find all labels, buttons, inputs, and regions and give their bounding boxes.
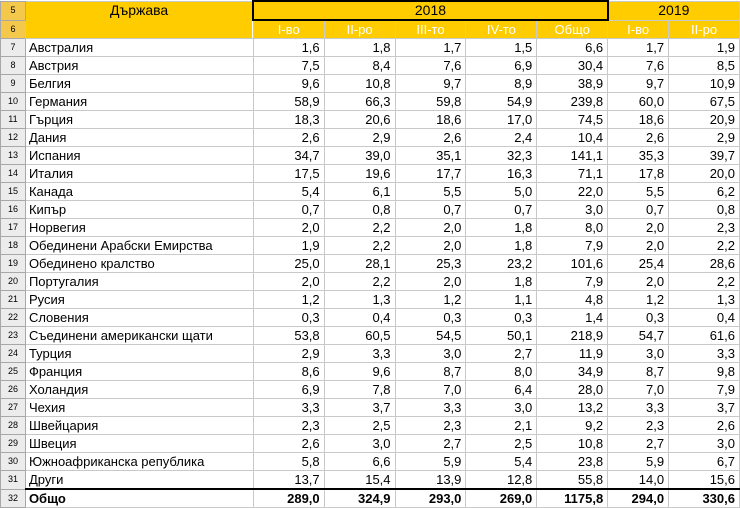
country-column-header[interactable]: Държава: [25, 1, 253, 39]
value-cell[interactable]: 0,7: [253, 201, 324, 219]
value-cell[interactable]: 2,3: [253, 417, 324, 435]
row-number[interactable]: 21: [1, 291, 26, 309]
value-cell[interactable]: 3,0: [466, 399, 537, 417]
value-cell[interactable]: 12,8: [466, 471, 537, 490]
country-name[interactable]: Чехия: [25, 399, 253, 417]
value-cell[interactable]: 34,9: [537, 363, 608, 381]
row-number[interactable]: 9: [1, 75, 26, 93]
country-name[interactable]: Канада: [25, 183, 253, 201]
table-row: [1, 399, 740, 417]
value-cell[interactable]: 0,8: [324, 201, 395, 219]
value-cell[interactable]: 239,8: [537, 93, 608, 111]
value-cell[interactable]: 32,3: [466, 147, 537, 165]
col-q4-2018[interactable]: IV-то: [466, 20, 537, 39]
row-number[interactable]: 20: [1, 273, 26, 291]
value-cell[interactable]: 39,0: [324, 147, 395, 165]
value-cell[interactable]: 7,5: [253, 57, 324, 75]
col-q1-2019[interactable]: I-во: [608, 20, 669, 39]
value-cell[interactable]: 5,8: [253, 453, 324, 471]
col-q1-2018[interactable]: I-во: [253, 20, 324, 39]
value-cell[interactable]: 6,9: [253, 381, 324, 399]
row-number[interactable]: 26: [1, 381, 26, 399]
value-cell[interactable]: 8,0: [466, 363, 537, 381]
value-cell[interactable]: 38,9: [537, 75, 608, 93]
country-name[interactable]: Съединени американски щати: [25, 327, 253, 345]
value-cell[interactable]: 0,8: [669, 201, 740, 219]
country-name[interactable]: Обединено кралство: [25, 255, 253, 273]
value-cell[interactable]: 5,5: [395, 183, 466, 201]
value-cell[interactable]: 2,3: [669, 219, 740, 237]
table-row: [1, 417, 740, 435]
value-cell[interactable]: 3,3: [324, 345, 395, 363]
country-name[interactable]: Италия: [25, 165, 253, 183]
value-cell[interactable]: 2,2: [324, 219, 395, 237]
value-cell[interactable]: 3,7: [324, 399, 395, 417]
value-cell[interactable]: 54,5: [395, 327, 466, 345]
country-name[interactable]: Русия: [25, 291, 253, 309]
value-cell[interactable]: 17,7: [395, 165, 466, 183]
table-row: [1, 345, 740, 363]
value-cell[interactable]: 53,8: [253, 327, 324, 345]
value-cell[interactable]: 1,2: [608, 291, 669, 309]
value-cell[interactable]: 5,5: [608, 183, 669, 201]
value-cell[interactable]: 2,7: [608, 435, 669, 453]
value-cell[interactable]: 2,9: [253, 345, 324, 363]
value-cell[interactable]: 269,0: [466, 489, 537, 508]
row-number[interactable]: 14: [1, 165, 26, 183]
value-cell[interactable]: 60,5: [324, 327, 395, 345]
value-cell[interactable]: 8,4: [324, 57, 395, 75]
row-number[interactable]: 13: [1, 147, 26, 165]
value-cell[interactable]: 218,9: [537, 327, 608, 345]
value-cell[interactable]: 2,2: [324, 237, 395, 255]
table-row: [1, 255, 740, 273]
value-cell[interactable]: 17,0: [466, 111, 537, 129]
value-cell[interactable]: 10,4: [537, 129, 608, 147]
value-cell[interactable]: 0,7: [466, 201, 537, 219]
value-cell[interactable]: 6,4: [466, 381, 537, 399]
value-cell[interactable]: 1175,8: [537, 489, 608, 508]
table-row: [1, 93, 740, 111]
value-cell[interactable]: 2,7: [466, 345, 537, 363]
value-cell[interactable]: 14,0: [608, 471, 669, 490]
value-cell[interactable]: 2,9: [669, 129, 740, 147]
row-number[interactable]: 7: [1, 39, 26, 57]
country-name[interactable]: Австрия: [25, 57, 253, 75]
table-row: [1, 111, 740, 129]
value-cell[interactable]: 5,4: [253, 183, 324, 201]
row-number[interactable]: 6: [1, 20, 26, 39]
row-number[interactable]: 32: [1, 489, 26, 508]
country-name[interactable]: Други: [25, 471, 253, 490]
value-cell[interactable]: 3,3: [395, 399, 466, 417]
value-cell[interactable]: 23,2: [466, 255, 537, 273]
value-cell[interactable]: 0,3: [395, 309, 466, 327]
country-name[interactable]: Швеция: [25, 435, 253, 453]
table-row: [1, 327, 740, 345]
value-cell[interactable]: 6,7: [669, 453, 740, 471]
value-cell[interactable]: 8,7: [395, 363, 466, 381]
value-cell[interactable]: 2,6: [395, 129, 466, 147]
country-name[interactable]: Кипър: [25, 201, 253, 219]
value-cell[interactable]: 1,3: [669, 291, 740, 309]
value-cell[interactable]: 10,8: [537, 435, 608, 453]
row-number[interactable]: 15: [1, 183, 26, 201]
row-number[interactable]: 23: [1, 327, 26, 345]
row-number[interactable]: 29: [1, 435, 26, 453]
value-cell[interactable]: 13,9: [395, 471, 466, 490]
value-cell[interactable]: 30,4: [537, 57, 608, 75]
value-cell[interactable]: 23,8: [537, 453, 608, 471]
row-number[interactable]: 25: [1, 363, 26, 381]
value-cell[interactable]: 7,8: [324, 381, 395, 399]
table-row: [1, 57, 740, 75]
value-cell[interactable]: 3,0: [608, 345, 669, 363]
value-cell[interactable]: 7,6: [608, 57, 669, 75]
value-cell[interactable]: 2,2: [669, 237, 740, 255]
country-name[interactable]: Гърция: [25, 111, 253, 129]
value-cell[interactable]: 0,7: [395, 201, 466, 219]
table-row: [1, 165, 740, 183]
value-cell[interactable]: 2,0: [253, 219, 324, 237]
country-name[interactable]: Обединени Арабски Емирства: [25, 237, 253, 255]
value-cell[interactable]: 17,5: [253, 165, 324, 183]
row-number[interactable]: 16: [1, 201, 26, 219]
value-cell[interactable]: 6,2: [669, 183, 740, 201]
value-cell[interactable]: 4,8: [537, 291, 608, 309]
country-name[interactable]: Словения: [25, 309, 253, 327]
table-row: [1, 75, 740, 93]
row-number[interactable]: 12: [1, 129, 26, 147]
value-cell[interactable]: 19,6: [324, 165, 395, 183]
row-number[interactable]: 8: [1, 57, 26, 75]
value-cell[interactable]: 50,1: [466, 327, 537, 345]
value-cell[interactable]: 289,0: [253, 489, 324, 508]
value-cell[interactable]: 5,4: [466, 453, 537, 471]
value-cell[interactable]: 0,4: [324, 309, 395, 327]
value-cell[interactable]: 13,7: [253, 471, 324, 490]
value-cell[interactable]: 2,2: [669, 273, 740, 291]
value-cell[interactable]: 2,2: [324, 273, 395, 291]
value-cell[interactable]: 1,2: [253, 291, 324, 309]
value-cell[interactable]: 1,7: [608, 39, 669, 57]
value-cell[interactable]: 66,3: [324, 93, 395, 111]
table-row: [1, 219, 740, 237]
value-cell[interactable]: 25,3: [395, 255, 466, 273]
table-row: [1, 129, 740, 147]
col-q2-2018[interactable]: II-ро: [324, 20, 395, 39]
country-name[interactable]: Турция: [25, 345, 253, 363]
value-cell[interactable]: 8,0: [537, 219, 608, 237]
value-cell[interactable]: 5,9: [608, 453, 669, 471]
value-cell[interactable]: 1,8: [324, 39, 395, 57]
value-cell[interactable]: 35,3: [608, 147, 669, 165]
country-name[interactable]: Дания: [25, 129, 253, 147]
col-q3-2018[interactable]: III-то: [395, 20, 466, 39]
country-name[interactable]: Испания: [25, 147, 253, 165]
value-cell[interactable]: 18,6: [608, 111, 669, 129]
value-cell[interactable]: 15,6: [669, 471, 740, 490]
value-cell[interactable]: 6,6: [537, 39, 608, 57]
row-number[interactable]: 31: [1, 471, 26, 490]
value-cell[interactable]: 3,0: [395, 345, 466, 363]
value-cell[interactable]: 3,3: [669, 345, 740, 363]
table-row: [1, 471, 740, 490]
value-cell[interactable]: 3,3: [608, 399, 669, 417]
value-cell[interactable]: 9,6: [324, 363, 395, 381]
table-row: [1, 273, 740, 291]
table-row: [1, 453, 740, 471]
total-row: [1, 489, 740, 508]
value-cell[interactable]: 2,5: [324, 417, 395, 435]
value-cell[interactable]: 1,2: [395, 291, 466, 309]
value-cell[interactable]: 34,7: [253, 147, 324, 165]
table-row: [1, 237, 740, 255]
value-cell[interactable]: 8,7: [608, 363, 669, 381]
row-number[interactable]: 18: [1, 237, 26, 255]
value-cell[interactable]: 7,9: [537, 237, 608, 255]
total-label[interactable]: Общо: [25, 489, 253, 508]
value-cell[interactable]: 9,6: [253, 75, 324, 93]
value-cell[interactable]: 3,0: [537, 201, 608, 219]
row-number[interactable]: 19: [1, 255, 26, 273]
value-cell[interactable]: 54,9: [466, 93, 537, 111]
value-cell[interactable]: 5,9: [395, 453, 466, 471]
value-cell[interactable]: 330,6: [669, 489, 740, 508]
table-row: [1, 363, 740, 381]
value-cell[interactable]: 7,6: [395, 57, 466, 75]
value-cell[interactable]: 5,0: [466, 183, 537, 201]
country-name[interactable]: Белгия: [25, 75, 253, 93]
value-cell[interactable]: 2,0: [608, 237, 669, 255]
value-cell[interactable]: 294,0: [608, 489, 669, 508]
value-cell[interactable]: 7,0: [608, 381, 669, 399]
value-cell[interactable]: 3,7: [669, 399, 740, 417]
value-cell[interactable]: 0,3: [608, 309, 669, 327]
table-row: [1, 39, 740, 57]
value-cell[interactable]: 3,0: [669, 435, 740, 453]
country-name[interactable]: Австралия: [25, 39, 253, 57]
value-cell[interactable]: 2,0: [608, 273, 669, 291]
value-cell[interactable]: 25,4: [608, 255, 669, 273]
value-cell[interactable]: 1,7: [395, 39, 466, 57]
value-cell[interactable]: 58,9: [253, 93, 324, 111]
table-row: [1, 435, 740, 453]
value-cell[interactable]: 2,3: [608, 417, 669, 435]
country-name[interactable]: Франция: [25, 363, 253, 381]
value-cell[interactable]: 1,4: [537, 309, 608, 327]
value-cell[interactable]: 324,9: [324, 489, 395, 508]
year-2018-header[interactable]: 2018: [253, 1, 607, 20]
row-number[interactable]: 22: [1, 309, 26, 327]
value-cell[interactable]: 28,6: [669, 255, 740, 273]
row-number[interactable]: 11: [1, 111, 26, 129]
value-cell[interactable]: 0,3: [253, 309, 324, 327]
country-name[interactable]: Португалия: [25, 273, 253, 291]
value-cell[interactable]: 9,8: [669, 363, 740, 381]
country-name[interactable]: Норвегия: [25, 219, 253, 237]
value-cell[interactable]: 2,1: [466, 417, 537, 435]
value-cell[interactable]: 18,6: [395, 111, 466, 129]
row-number[interactable]: 27: [1, 399, 26, 417]
value-cell[interactable]: 2,5: [466, 435, 537, 453]
col-q2-2019[interactable]: II-ро: [669, 20, 740, 39]
value-cell[interactable]: 7,0: [395, 381, 466, 399]
value-cell[interactable]: 74,5: [537, 111, 608, 129]
table-row: [1, 291, 740, 309]
value-cell[interactable]: 7,9: [669, 381, 740, 399]
value-cell[interactable]: 28,0: [537, 381, 608, 399]
row-number[interactable]: 17: [1, 219, 26, 237]
value-cell[interactable]: 25,0: [253, 255, 324, 273]
value-cell[interactable]: 1,9: [669, 39, 740, 57]
value-cell[interactable]: 8,6: [253, 363, 324, 381]
value-cell[interactable]: 1,3: [324, 291, 395, 309]
value-cell[interactable]: 15,4: [324, 471, 395, 490]
value-cell[interactable]: 2,6: [669, 417, 740, 435]
value-cell[interactable]: 0,3: [466, 309, 537, 327]
value-cell[interactable]: 0,4: [669, 309, 740, 327]
value-cell[interactable]: 11,9: [537, 345, 608, 363]
value-cell[interactable]: 2,6: [253, 435, 324, 453]
row-number[interactable]: 28: [1, 417, 26, 435]
value-cell[interactable]: 2,0: [608, 219, 669, 237]
value-cell[interactable]: 1,9: [253, 237, 324, 255]
value-cell[interactable]: 9,2: [537, 417, 608, 435]
value-cell[interactable]: 293,0: [395, 489, 466, 508]
value-cell[interactable]: 8,5: [669, 57, 740, 75]
value-cell[interactable]: 55,8: [537, 471, 608, 490]
value-cell[interactable]: 2,0: [253, 273, 324, 291]
table-row: [1, 183, 740, 201]
value-cell[interactable]: 2,3: [395, 417, 466, 435]
value-cell[interactable]: 60,0: [608, 93, 669, 111]
table-row: [1, 147, 740, 165]
value-cell[interactable]: 10,8: [324, 75, 395, 93]
value-cell[interactable]: 0,7: [608, 201, 669, 219]
value-cell[interactable]: 3,3: [253, 399, 324, 417]
row-number[interactable]: 10: [1, 93, 26, 111]
value-cell[interactable]: 67,5: [669, 93, 740, 111]
value-cell[interactable]: 1,5: [466, 39, 537, 57]
country-name[interactable]: Германия: [25, 93, 253, 111]
value-cell[interactable]: 101,6: [537, 255, 608, 273]
value-cell[interactable]: 1,8: [466, 273, 537, 291]
table-row: [1, 201, 740, 219]
value-cell[interactable]: 3,0: [324, 435, 395, 453]
value-cell[interactable]: 9,7: [395, 75, 466, 93]
value-cell[interactable]: 2,6: [253, 129, 324, 147]
value-cell[interactable]: 9,7: [608, 75, 669, 93]
value-cell[interactable]: 2,4: [466, 129, 537, 147]
year-2019-header[interactable]: 2019: [608, 1, 740, 20]
header-row-years: [1, 1, 740, 20]
table-row: [1, 381, 740, 399]
value-cell[interactable]: 71,1: [537, 165, 608, 183]
value-cell[interactable]: 6,9: [466, 57, 537, 75]
value-cell[interactable]: 2,9: [324, 129, 395, 147]
value-cell[interactable]: 2,7: [395, 435, 466, 453]
value-cell[interactable]: 2,6: [608, 129, 669, 147]
value-cell[interactable]: 141,1: [537, 147, 608, 165]
country-name[interactable]: Холандия: [25, 381, 253, 399]
value-cell[interactable]: 1,8: [466, 237, 537, 255]
value-cell[interactable]: 54,7: [608, 327, 669, 345]
row-number[interactable]: 5: [1, 1, 26, 20]
value-cell[interactable]: 2,0: [395, 219, 466, 237]
row-number[interactable]: 30: [1, 453, 26, 471]
value-cell[interactable]: 6,1: [324, 183, 395, 201]
value-cell[interactable]: 20,0: [669, 165, 740, 183]
value-cell[interactable]: 8,9: [466, 75, 537, 93]
value-cell[interactable]: 20,6: [324, 111, 395, 129]
country-name[interactable]: Швейцария: [25, 417, 253, 435]
value-cell[interactable]: 39,7: [669, 147, 740, 165]
value-cell[interactable]: 2,0: [395, 237, 466, 255]
col-total-2018[interactable]: Общо: [537, 20, 608, 39]
value-cell[interactable]: 18,3: [253, 111, 324, 129]
value-cell[interactable]: 1,8: [466, 219, 537, 237]
value-cell[interactable]: 22,0: [537, 183, 608, 201]
value-cell[interactable]: 59,8: [395, 93, 466, 111]
value-cell[interactable]: 2,0: [395, 273, 466, 291]
value-cell[interactable]: 28,1: [324, 255, 395, 273]
table-row: [1, 309, 740, 327]
value-cell[interactable]: 16,3: [466, 165, 537, 183]
value-cell[interactable]: 1,6: [253, 39, 324, 57]
value-cell[interactable]: 20,9: [669, 111, 740, 129]
country-name[interactable]: Южноафриканска република: [25, 453, 253, 471]
value-cell[interactable]: 35,1: [395, 147, 466, 165]
value-cell[interactable]: 61,6: [669, 327, 740, 345]
value-cell[interactable]: 1,1: [466, 291, 537, 309]
value-cell[interactable]: 10,9: [669, 75, 740, 93]
value-cell[interactable]: 7,9: [537, 273, 608, 291]
value-cell[interactable]: 13,2: [537, 399, 608, 417]
row-number[interactable]: 24: [1, 345, 26, 363]
value-cell[interactable]: 6,6: [324, 453, 395, 471]
value-cell[interactable]: 17,8: [608, 165, 669, 183]
